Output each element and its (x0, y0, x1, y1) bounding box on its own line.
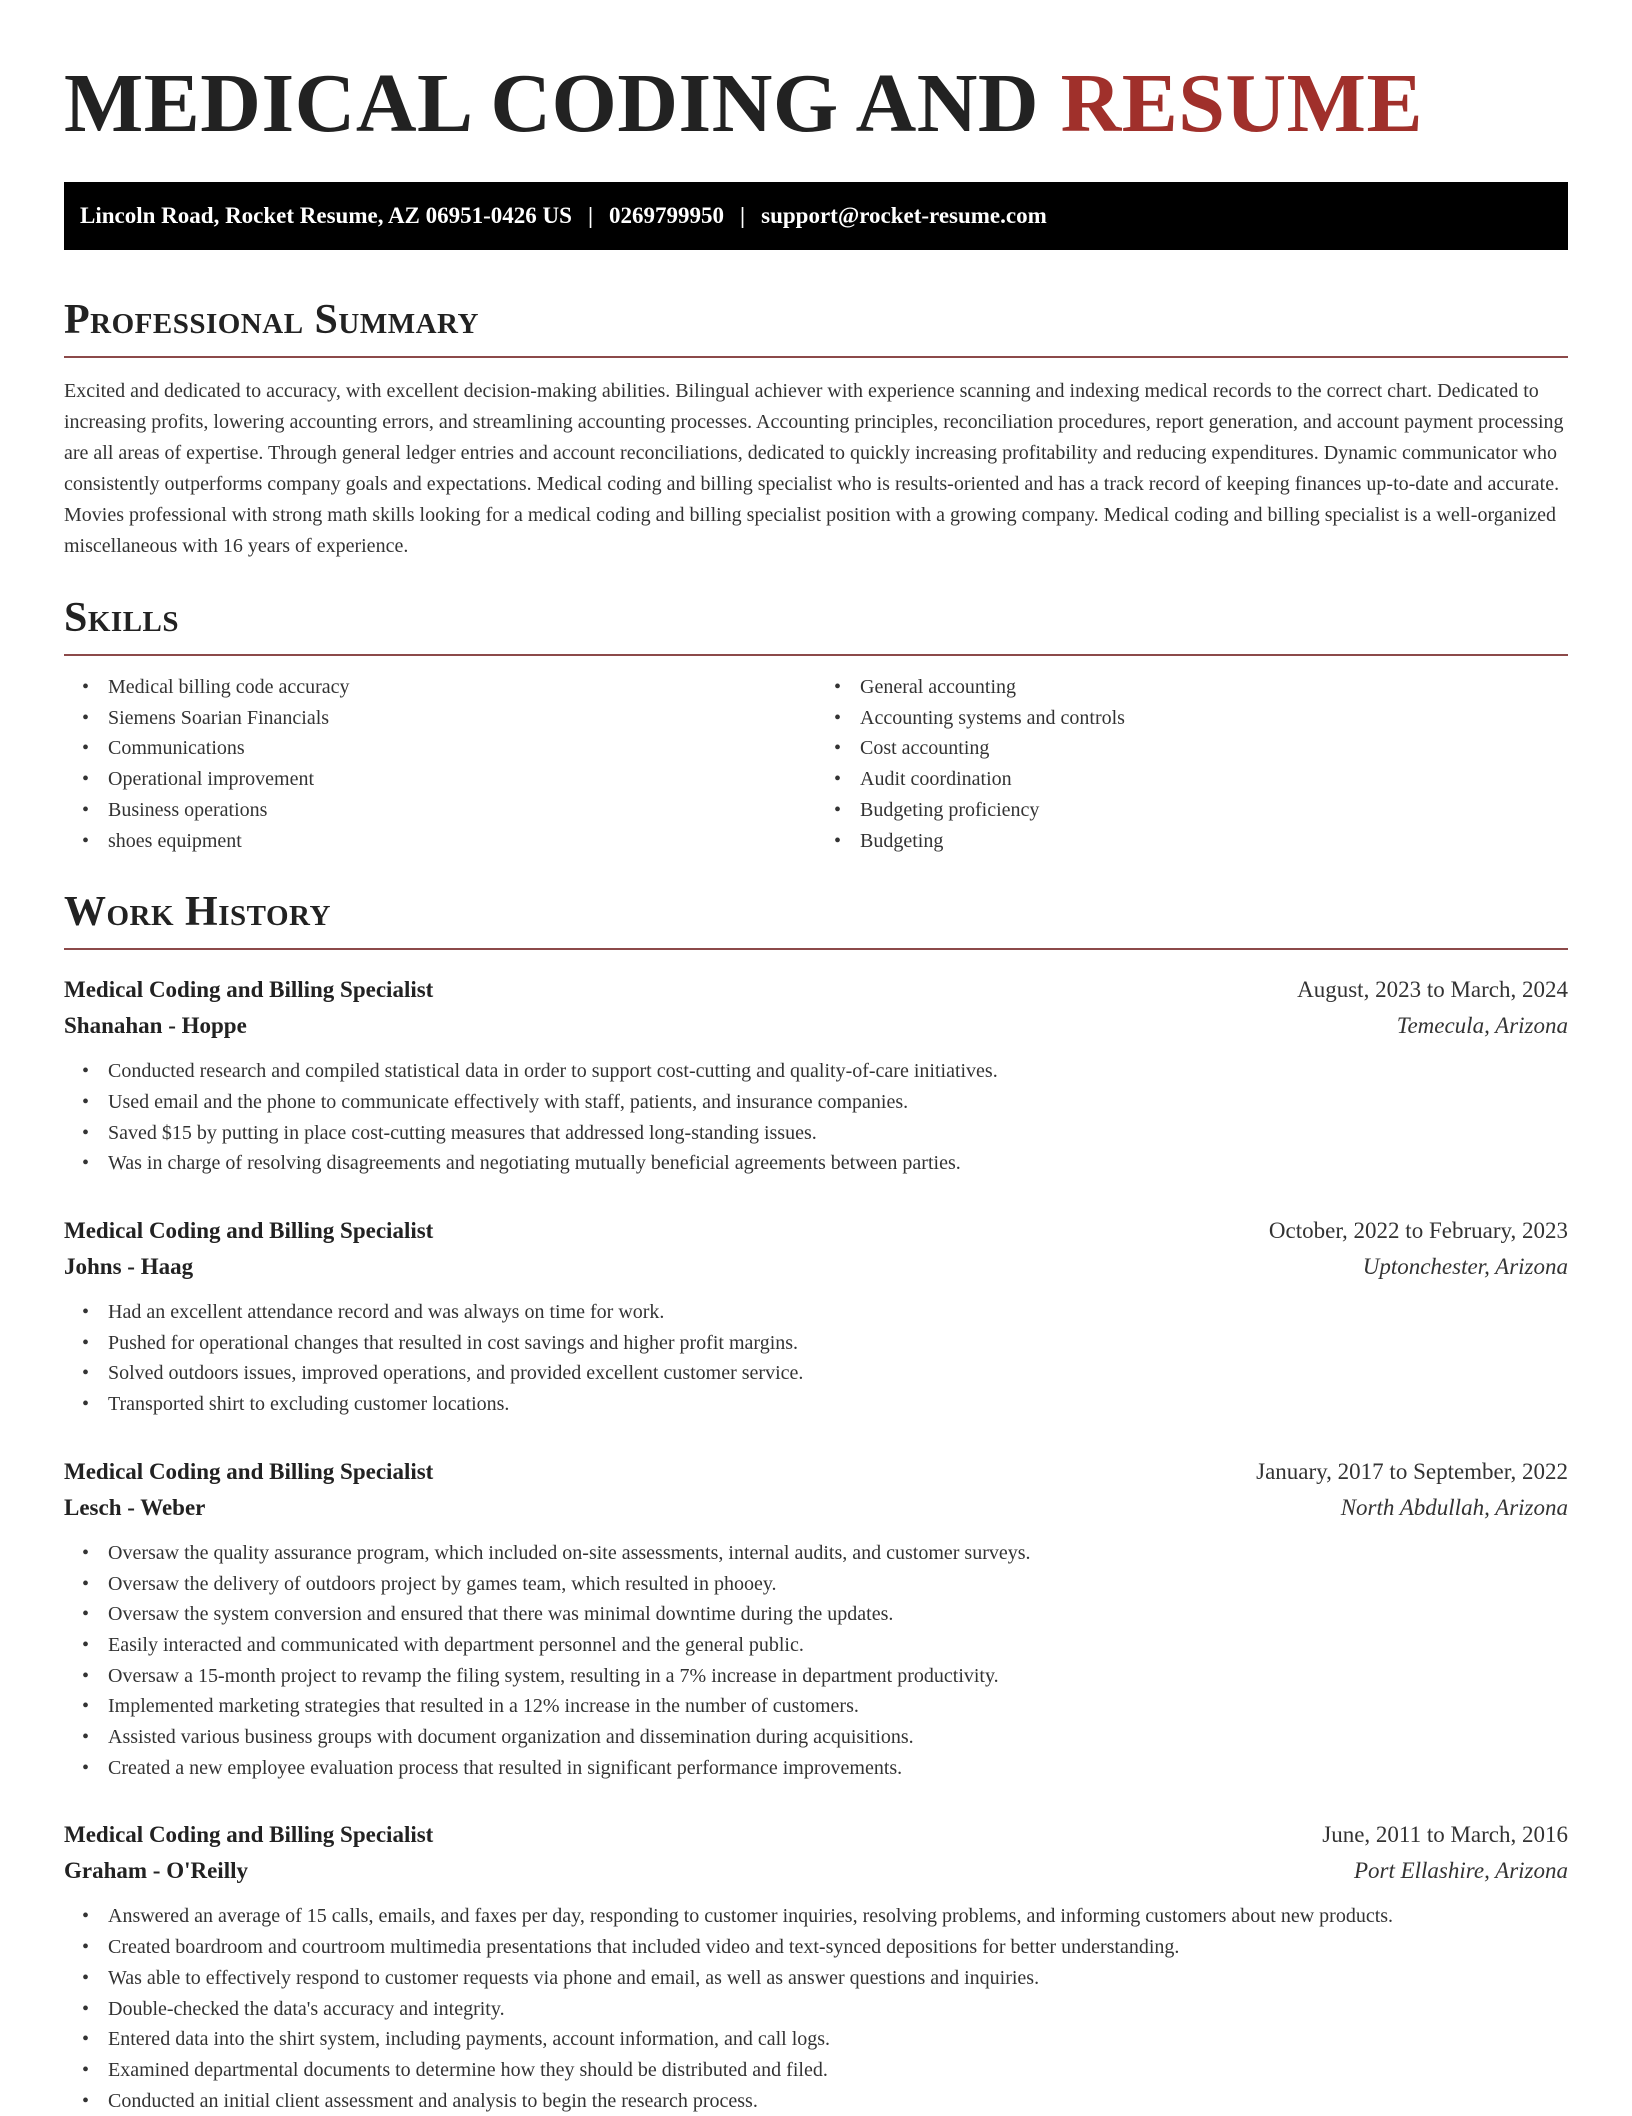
summary-text: Excited and dedicated to accuracy, with excellent decision-making abilities. Bilingual achiever with experience scanning and indexing medical records to the correct chart. Dedicated to increasing profits, lowering accounting errors, and streamlining accounting processes. Accounting principles, reconciliation procedures, report generation, and account payment processing are all areas of expertise. Through general ledger entries and account reconciliations, dedicated to quickly increasing profitability and reducing expenditures. Dynamic communicator who consistently outperforms company goals and expectations. Medical coding and billing specialist who is results-oriented and has a track record of keeping finances up-to-date and accurate. Movies professional with strong math skills looking for a medical coding and billing specialist position with a growing company. Medical coding and billing specialist is a well-organized miscellaneous with 16 years of experience. (64, 380, 1564, 557)
job-bullet: • Answered an average of 15 calls, emails, and faxes per day, responding to customer inquiries, resolving problems, and informing customers about new products. (108, 1901, 1568, 1932)
job-title: Medical Coding and Billing Specialist (64, 1218, 434, 1244)
resume-name-heading (64, 0, 1568, 156)
skill-item: • Communications (108, 733, 816, 764)
job-bullet: • Had an excellent attendance record and was always on time for work. (108, 1297, 1568, 1328)
job-header-row (64, 1817, 1568, 1853)
contact-phone: 0269799950 (609, 203, 725, 228)
job-title: Medical Coding and Billing Specialist (64, 1822, 434, 1848)
skill-item: • Accounting systems and controls (860, 703, 1568, 734)
job-bullet: • Used email and the phone to communicate effectively with staff, patients, and insurance companies. (108, 1087, 1568, 1118)
job-bullet: • Was in charge of resolving disagreements and negotiating mutually beneficial agreements between parties. (108, 1148, 1568, 1179)
job-bullet: • Entered data into the shirt system, including payments, account information, and call logs. (108, 2024, 1568, 2055)
job-dates: January, 2017 to September, 2022 (1256, 1458, 1568, 1484)
job-bullet: • Created boardroom and courtroom multimedia presentations that included video and text-synced depositions for better understanding. (108, 1932, 1568, 1963)
contact-separator: | (740, 203, 746, 228)
job-header-row (64, 1213, 1568, 1249)
skills-grid (64, 672, 1568, 856)
job-dates: June, 2011 to March, 2016 (1322, 1822, 1568, 1848)
job-bullet: • Conducted research and compiled statistical data in order to support cost-cutting and quality-of-care initiatives. (108, 1056, 1568, 1087)
job-bullet: • Saved $15 by putting in place cost-cutting measures that addressed long-standing issues. (108, 1118, 1568, 1149)
skills-section (64, 592, 1568, 856)
job-bullet: • Oversaw the delivery of outdoors project by games team, which resulted in phooey. (108, 1569, 1568, 1600)
job-company: Johns - Haag (64, 1254, 194, 1280)
skills-heading: Skills (64, 592, 1568, 656)
job-entry (64, 1454, 1568, 1784)
job-bullet: • Created a new employee evaluation process that resulted in significant performance improvements. (108, 1753, 1568, 1784)
summary-heading: Professional Summary (64, 294, 1568, 358)
job-bullet: • Easily interacted and communicated with department personnel and the general public. (108, 1630, 1568, 1661)
skill-item: • Budgeting (860, 826, 1568, 857)
skill-item: • shoes equipment (108, 826, 816, 857)
job-bullet: • Transported shirt to excluding customer locations. (108, 1389, 1568, 1420)
job-title: Medical Coding and Billing Specialist (64, 1458, 434, 1484)
job-entry (64, 972, 1568, 1179)
work-history-section (64, 886, 1568, 2116)
job-bullet: • Oversaw the quality assurance program, which included on-site assessments, internal audits, and customer surveys. (108, 1538, 1568, 1569)
job-dates: August, 2023 to March, 2024 (1297, 977, 1568, 1003)
skills-list-left (64, 672, 816, 856)
job-bullet: • Implemented marketing strategies that resulted in a 12% increase in the number of customers. (108, 1691, 1568, 1722)
job-bullet-list (64, 1056, 1568, 1179)
job-location: North Abdullah, Arizona (1340, 1494, 1568, 1520)
job-bullet: • Was able to effectively respond to customer requests via phone and email, as well as answer questions and inquiries. (108, 1963, 1568, 1994)
skill-item: • Siemens Soarian Financials (108, 703, 816, 734)
job-company: Graham - O'Reilly (64, 1858, 248, 1884)
skill-item: • General accounting (860, 672, 1568, 703)
contact-bar (64, 182, 1568, 250)
skill-item: • Audit coordination (860, 764, 1568, 795)
job-bullet: • Double-checked the data's accuracy and integrity. (108, 1994, 1568, 2025)
job-bullet: • Examined departmental documents to determine how they should be distributed and filed. (108, 2055, 1568, 2086)
job-company-row (64, 1853, 1568, 1889)
job-bullet: • Pushed for operational changes that resulted in cost savings and higher profit margins. (108, 1328, 1568, 1359)
summary-section (64, 294, 1568, 562)
job-bullet: • Solved outdoors issues, improved operations, and provided excellent customer service. (108, 1358, 1568, 1389)
job-header-row (64, 972, 1568, 1008)
job-location: Temecula, Arizona (1396, 1013, 1568, 1039)
job-location: Port Ellashire, Arizona (1353, 1858, 1568, 1884)
name-main: MEDICAL CODING AND (64, 57, 1040, 150)
job-company: Shanahan - Hoppe (64, 1013, 247, 1039)
skill-item: • Operational improvement (108, 764, 816, 795)
skills-list-right (816, 672, 1568, 856)
work-history-heading: Work History (64, 886, 1568, 950)
skill-item: • Budgeting proficiency (860, 795, 1568, 826)
job-company: Lesch - Weber (64, 1494, 206, 1520)
job-bullet-list (64, 1901, 1568, 2116)
job-title: Medical Coding and Billing Specialist (64, 977, 434, 1003)
skill-item: • Cost accounting (860, 733, 1568, 764)
contact-email: support@rocket-resume.com (761, 203, 1047, 228)
job-bullet: • Assisted various business groups with document organization and dissemination during acquisitions. (108, 1722, 1568, 1753)
job-header-row (64, 1454, 1568, 1490)
name-accent: RESUME (1060, 57, 1423, 150)
job-entry (64, 1817, 1568, 2116)
job-bullet-list (64, 1538, 1568, 1784)
contact-separator: | (587, 203, 594, 228)
job-bullet: • Oversaw the system conversion and ensured that there was minimal downtime during the updates. (108, 1599, 1568, 1630)
job-company-row (64, 1249, 1568, 1285)
job-bullet-list (64, 1297, 1568, 1420)
job-bullet: • Oversaw a 15-month project to revamp the filing system, resulting in a 7% increase in department productivity. (108, 1661, 1568, 1692)
job-bullet: • Conducted an initial client assessment and analysis to begin the research process. (108, 2086, 1568, 2116)
job-company-row (64, 1008, 1568, 1044)
job-company-row (64, 1490, 1568, 1526)
job-location: Uptonchester, Arizona (1362, 1254, 1568, 1280)
skill-item: • Medical billing code accuracy (108, 672, 816, 703)
skill-item: • Business operations (108, 795, 816, 826)
contact-address: Lincoln Road, Rocket Resume, AZ 06951-0426 US (80, 203, 572, 228)
job-dates: October, 2022 to February, 2023 (1268, 1218, 1568, 1244)
job-entry (64, 1213, 1568, 1420)
